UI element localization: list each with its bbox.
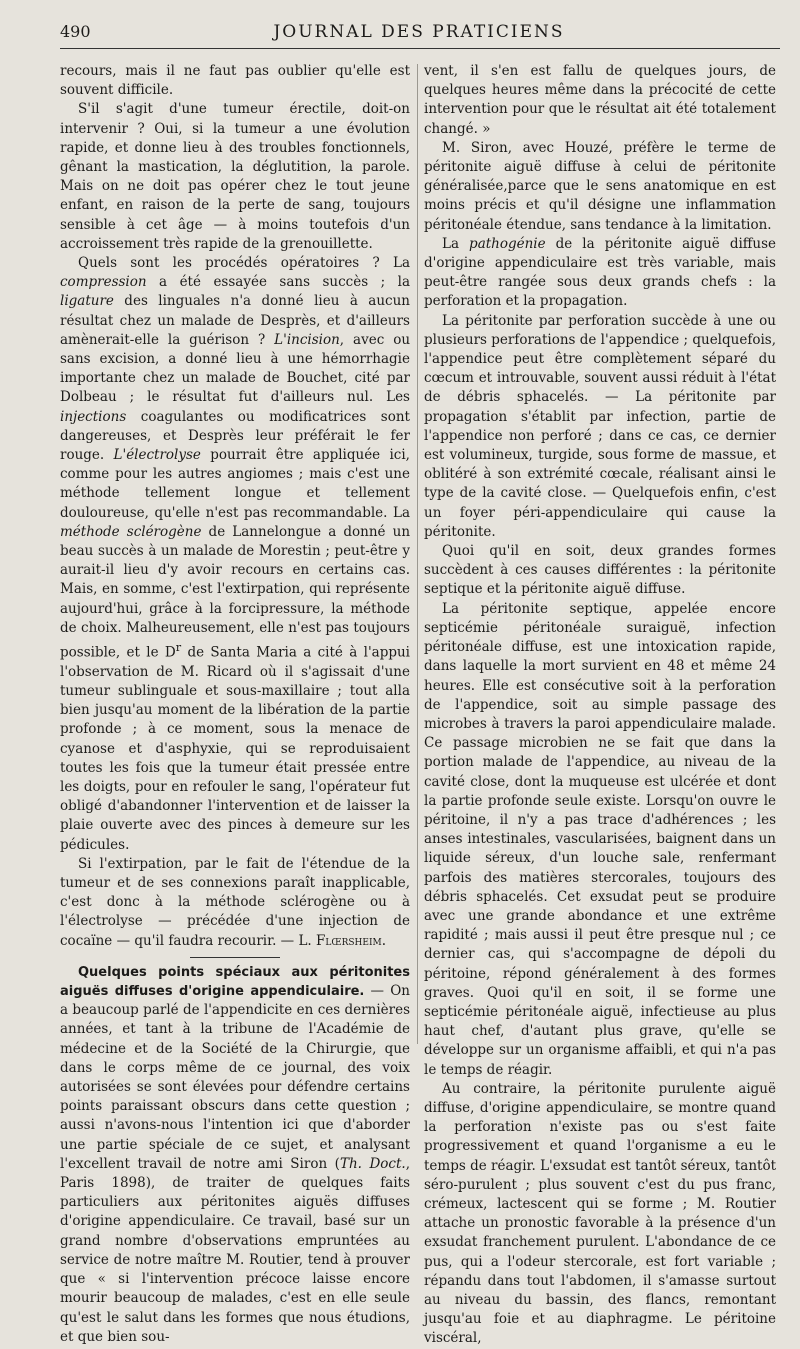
paragraph: M. Siron, avec Houzé, préfère le terme de péritonite aiguë diffuse à celui de péritonite généralisée,parce que le sens anatomique en est moins précis et qu'il désigne une inflammation péritonéale étendue, sans tendance à la limitation.: [424, 139, 776, 233]
paragraph: Au contraire, la péritonite purulente aiguë diffuse, d'origine appendiculaire, se montre quand la perforation n'existe pas ou s'est faite progressivement et quand l'organisme a eu le temps de réagir. L'exsudat est tantôt séreux, tantôt séro-purulent ; plus souvent c'est du pus franc, crémeux, lactescent qui se forme ; M. Routier attache un pronostic favorable à la présence d'un exsudat franchement purulent. L'abondance de ce pus, qui a l'odeur stercorale, est fort variable ; répandu dans tout l'abdomen, il s'amasse surtout au niveau du bassin, des flancs, remontant jusqu'au foie et au diaphragme. Le péritoine viscéral,: [424, 1080, 776, 1347]
paragraph: La pathogénie de la péritonite aiguë diffuse d'origine appendiculaire est très variable, mais peut-être rangée sous deux grands chefs : la perforation et la propagation.: [424, 235, 776, 310]
paragraph: recours, mais il ne faut pas oublier qu'elle est souvent difficile.: [60, 63, 410, 99]
page-header: [60, 22, 778, 46]
paragraph: Quoi qu'il en soit, deux grandes formes succèdent à ces causes différentes : la péritonite septique et la péritonite aiguë diffuse.: [424, 543, 776, 598]
header-divider: [60, 48, 780, 49]
page-number: 490: [60, 22, 91, 41]
journal-title: JOURNAL DES PRATICIENS: [273, 22, 565, 42]
paragraph: vent, il s'en est fallu de quelques jours, de quelques heures même dans la précocité de cette intervention pour que le résultat ait été totalement changé. »: [424, 63, 776, 137]
right-column: [424, 62, 776, 1349]
section-divider: [190, 957, 280, 958]
author-signature: Flœrsheim.: [316, 932, 387, 949]
paragraph: Quels sont les procédés opératoires ? La compression a été essayée sans succès ; la ligature des linguales n'a donné lieu à aucun résultat chez un malade de Desprès, et d'ailleurs amènerait-elle la guérison ? L'incision, avec ou sans excision, a donné lieu à une hémorrhagie importante chez un malade de Bouchet, cité par Dolbeau ; le résultat fut d'ailleurs nul. Les injections coagulantes ou modificatrices sont dangereuses, et Desprès leur préférait le fer rouge. L'électrolyse pourrait être appliquée ici, comme pour les autres angiomes ; mais c'est une méthode tellement longue et tellement douloureuse, qu'elle n'est pas recommandable. La méthode sclérogène de Lannelongue a donné un beau succès à un malade de Morestin ; peut-être y aurait-il lieu d'y avoir recours en certains cas. Mais, en somme, c'est l'extirpation, qui représente aujourd'hui, grâce à la forcipressure, la méthode de choix. Malheureusement, elle n'est pas toujours possible, et le $D^r$ de Santa Maria a cité à l'appui l'observation de M. Ricard où il s'agissait d'une tumeur sublinguale et sous-maxillaire ; tout alla bien jusqu'au moment de la libération de la partie profonde ; à ce moment, sous la menace de cyanose et d'asphyxie, qui se reproduisaient toutes les fois que la tumeur était pressée entre les doigts, pour en refouler le sang, l'opérateur fut obligé d'abandonner l'intervention et de laisser la plaie ouverte avec des pinces à demeure sur les pédicules.: [60, 255, 411, 853]
column-gutter: [417, 64, 418, 1044]
left-column: [60, 62, 410, 1347]
paragraph: La péritonite par perforation succède à une ou plusieurs perforations de l'appendice ; quelquefois, l'appendice peut être complètement séparé du cœcum et introuvable, souvent aussi réduit à l'état de débris sphacelés. — La péritonite par propagation s'établit par infection, partie de l'appendice non perforé ; dans ce cas, ce dernier est volumineux, turgide, sous forme de massue, et oblitéré à son extrémité cœcale, réalisant ainsi le type de la cavité close. — Quelquefois enfin, c'est un foyer péri-appendiculaire qui cause la péritonite.: [424, 312, 776, 540]
paragraph: La péritonite septique, appelée encore septicémie péritonéale suraiguë, infection péritonéale diffuse, est une intoxication rapide, dans laquelle la mort survient en 48 et même 24 heures. Elle est consécutive soit à la perforation de l'appendice, soit au simple passage des microbes à travers la paroi appendiculaire malade. Ce passage microbien ne se fait que dans la portion malade de l'appendice, au niveau de la cavité close, dont la muqueuse est ulcérée et dont la partie profonde seule existe. Lorsqu'on ouvre le péritoine, il n'y a pas trace d'adhérences ; les anses intestinales, vascularisées, baignent dans un liquide séreux, d'un louche sale, renfermant parfois des matières stercorales, toujours des débris sphacelés. Cet exsudat peut se produire avec une grande abondance et une extrême rapidité ; mais aussi il peut être presque nul ; ce dernier cas, qui s'accompagne de dépoli du péritoine, répond généralement à des formes graves. Quoi qu'il en soit, il se forme une septicémie péritonéale aiguë, infectieuse au plus haut chef, d'autant plus grave, qu'elle se développe sur un organisme affaibli, et qui n'a pas le temps de réagir.: [424, 600, 776, 1078]
paragraph: Si l'extirpation, par le fait de l'étendue de la tumeur et de ses connexions paraît inapplicable, c'est donc à la méthode sclérogène ou à l'électrolyse — précédée d'une injection de cocaïne — qu'il faudra recourir. — L. Flœrsheim.: [60, 855, 410, 949]
paragraph: Quelques points spéciaux aux péritonites aiguës diffuses d'origine appendiculaire. — On a beaucoup parlé de l'appendicite en ces dernières années, et tant à la tribune de l'Académie de médecine et de la Société de la Chirurgie, que dans le corps même de ce journal, des voix autorisées se sont élevées pour défendre certains points paraissant obscurs dans cette question ; aussi n'avons-nous l'intention ici que d'aborder une partie spéciale de ce sujet, et analysant l'excellent travail de notre ami Siron (Th. Doct., Paris 1898), de traiter de quelques faits particuliers aux péritonites aiguës diffuses d'origine appendiculaire. Ce travail, basé sur un grand nombre d'observations empruntées au service de notre maître M. Routier, tend à prouver que « si l'intervention précoce laisse encore mourir beaucoup de malades, c'est en elle seule qu'est le salut dans les formes que nous étudions, et que bien sou-: [60, 964, 410, 1345]
paragraph: S'il s'agit d'une tumeur érectile, doit-on intervenir ? Oui, si la tumeur a une évolution rapide, et donne lieu à des troubles fonctionnels, gênant la mastication, la déglutition, la parole. Mais on ne doit pas opérer chez le tout jeune enfant, en raison de la perte de sang, toujours sensible à cet âge — à moins toutefois d'un accroissement très rapide de la grenouillette.: [60, 101, 410, 252]
section-title: Quelques points spéciaux aux péritonites aiguës diffuses d'origine appendiculaire.: [60, 964, 410, 1000]
